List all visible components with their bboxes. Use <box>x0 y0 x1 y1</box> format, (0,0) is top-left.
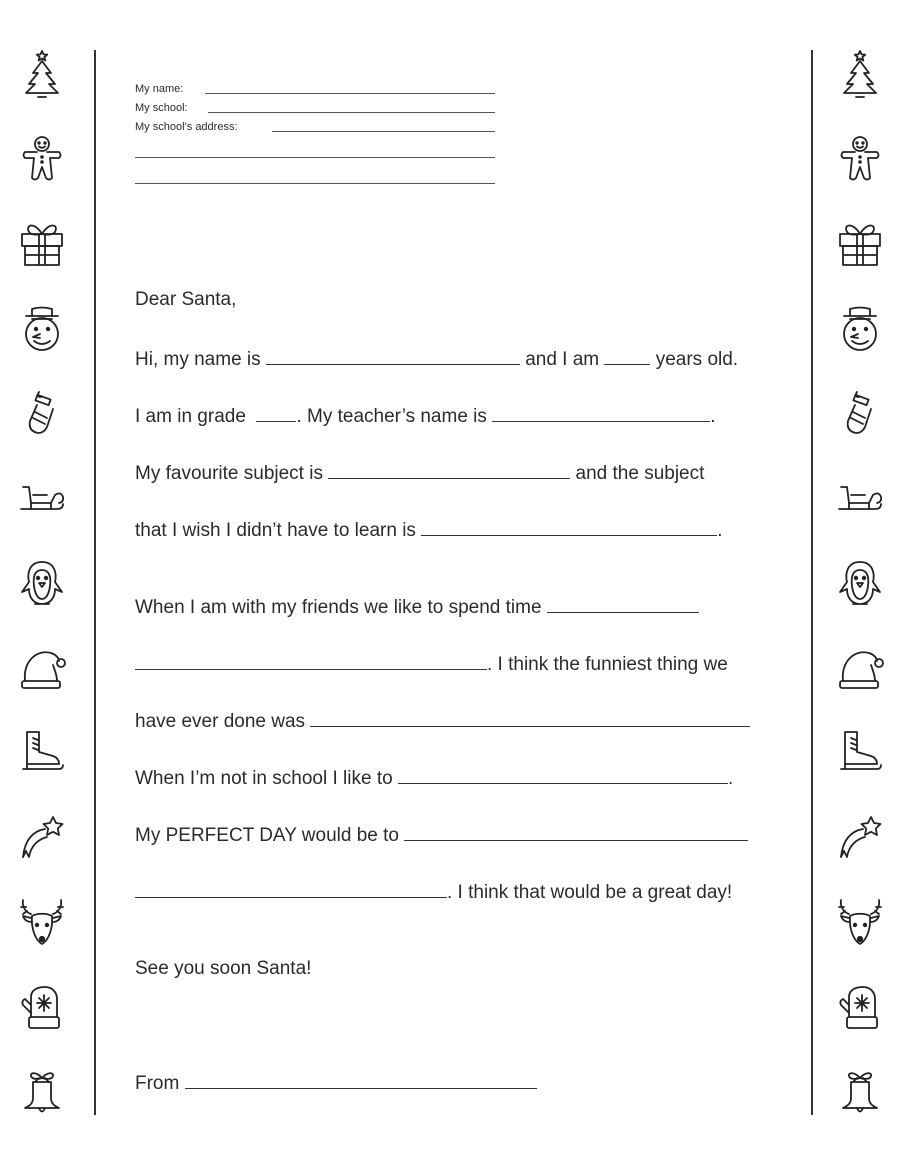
least-favourite-subject-blank[interactable] <box>421 517 717 536</box>
header-fields <box>135 80 495 189</box>
school-label: My school: <box>135 102 188 114</box>
snowman-icon <box>17 303 67 353</box>
gift-box-icon <box>17 218 67 268</box>
signoff: See you soon Santa! <box>135 958 312 979</box>
santa-hat-icon <box>835 643 885 693</box>
name-blank[interactable] <box>266 346 520 365</box>
favourite-subject-blank[interactable] <box>328 460 570 479</box>
ice-skate-icon <box>17 728 67 778</box>
friends-activity-blank-cont[interactable] <box>135 651 487 670</box>
name-blank[interactable] <box>205 93 495 94</box>
letter-line-10: . I think that would be a great day! <box>135 879 732 905</box>
stocking-icon <box>17 388 67 438</box>
school-field[interactable] <box>135 99 495 118</box>
right-border-rule <box>811 50 813 1115</box>
letter-line-6: . I think the funniest thing we <box>135 651 728 677</box>
perfect-day-blank-cont[interactable] <box>135 879 447 898</box>
grade-blank[interactable] <box>256 403 296 422</box>
sleigh-icon <box>17 473 67 523</box>
reindeer-icon <box>835 898 885 948</box>
christmas-tree-icon <box>835 48 885 98</box>
letter-line-4: that I wish I didn’t have to learn is . <box>135 517 723 543</box>
gingerbread-man-icon <box>835 133 885 183</box>
teacher-blank[interactable] <box>492 403 710 422</box>
mitten-icon <box>835 983 885 1033</box>
letter-line-9: My PERFECT DAY would be to <box>135 822 748 848</box>
sleigh-icon <box>835 473 885 523</box>
address-line-2[interactable] <box>135 137 495 163</box>
address-field[interactable] <box>135 118 495 137</box>
bell-icon <box>835 1068 885 1118</box>
shooting-star-icon <box>835 813 885 863</box>
letter-line-5: When I am with my friends we like to spend time <box>135 594 699 620</box>
left-border-rule <box>94 50 96 1115</box>
address-blank[interactable] <box>272 131 495 132</box>
gingerbread-man-icon <box>17 133 67 183</box>
ice-skate-icon <box>835 728 885 778</box>
stocking-icon <box>835 388 885 438</box>
mitten-icon <box>17 983 67 1033</box>
bell-icon <box>17 1068 67 1118</box>
name-field[interactable] <box>135 80 495 99</box>
snowman-icon <box>835 303 885 353</box>
address-line-3[interactable] <box>135 163 495 189</box>
letter-line-7: have ever done was <box>135 708 750 734</box>
school-blank[interactable] <box>208 112 495 113</box>
letter-line-2: I am in grade . My teacher’s name is . <box>135 403 715 429</box>
greeting: Dear Santa, <box>135 289 237 310</box>
address-label: My school’s address: <box>135 121 238 133</box>
friends-activity-blank[interactable] <box>547 594 699 613</box>
penguin-icon <box>17 558 67 608</box>
address-blank-3[interactable] <box>135 183 495 184</box>
funniest-thing-blank[interactable] <box>310 708 750 727</box>
out-of-school-blank[interactable] <box>398 765 728 784</box>
from-blank[interactable] <box>185 1070 537 1089</box>
from-line: From <box>135 1070 537 1096</box>
christmas-tree-icon <box>17 48 67 98</box>
penguin-icon <box>835 558 885 608</box>
letter-line-8: When I’m not in school I like to . <box>135 765 733 791</box>
santa-hat-icon <box>17 643 67 693</box>
address-blank-2[interactable] <box>135 157 495 158</box>
perfect-day-blank[interactable] <box>404 822 748 841</box>
letter-line-1: Hi, my name is and I am years old. <box>135 346 738 372</box>
name-label: My name: <box>135 83 184 95</box>
gift-box-icon <box>835 218 885 268</box>
reindeer-icon <box>17 898 67 948</box>
letter-line-3: My favourite subject is and the subject <box>135 460 704 486</box>
age-blank[interactable] <box>604 346 650 365</box>
shooting-star-icon <box>17 813 67 863</box>
